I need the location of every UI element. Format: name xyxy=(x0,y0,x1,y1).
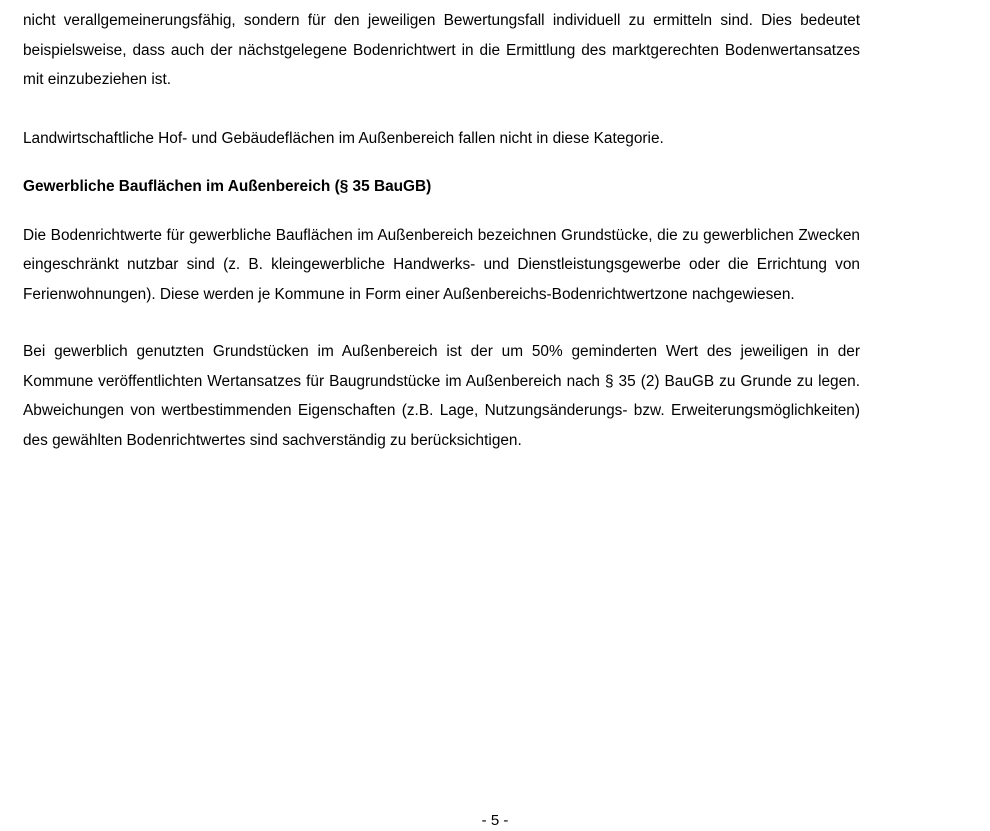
document-page xyxy=(23,6,860,455)
page-number: - 5 - xyxy=(481,812,509,829)
paragraph-commercial-definition: Die Bodenrichtwerte für gewerbliche Bauflächen im Außenbereich bezeichnen Grundstücke, die zu gewerblichen Zwecken eingeschränkt nutzbar sind (z. B. kleingewerbliche Handwerks- und Dienstleistungsgewerbe oder die Errichtung von Ferienwohnungen). Diese werden je Kommune in Form einer Außenbereichs-Bodenrichtwertzone nachgewiesen. xyxy=(23,226,860,303)
section-heading: Gewerbliche Bauflächen im Außenbereich (§ 35 BauGB) xyxy=(23,178,432,195)
paragraph-farm-note: Landwirtschaftliche Hof- und Gebäudeflächen im Außenbereich fallen nicht in diese Kategorie. xyxy=(23,129,664,147)
paragraph-commercial-valuation: Bei gewerblich genutzten Grundstücken im Außenbereich ist der um 50% geminderten Wert des jeweiligen in der Kommune veröffentlichten Wertansatzes für Baugrundstücke im Außenbereich nach § 35 (2) BauGB zu Grunde zu legen. Abweichungen von wertbestimmenden Eigenschaften (z.B. Lage, Nutzungsänderungs- bzw. Erweiterungsmöglichkeiten) des gewählten Bodenrichtwertes sind sachverständig zu berücksichtigen. xyxy=(23,343,860,449)
paragraph-intro-continuation: nicht verallgemeinerungsfähig, sondern für den jeweiligen Bewertungsfall individuell zu ermitteln sind. Dies bedeutet beispielsweise, dass auch der nächstgelegene Bodenrichtwert in die Ermittlung des marktgerechten Bodenwertansatzes mit einzubeziehen ist. xyxy=(23,12,860,88)
